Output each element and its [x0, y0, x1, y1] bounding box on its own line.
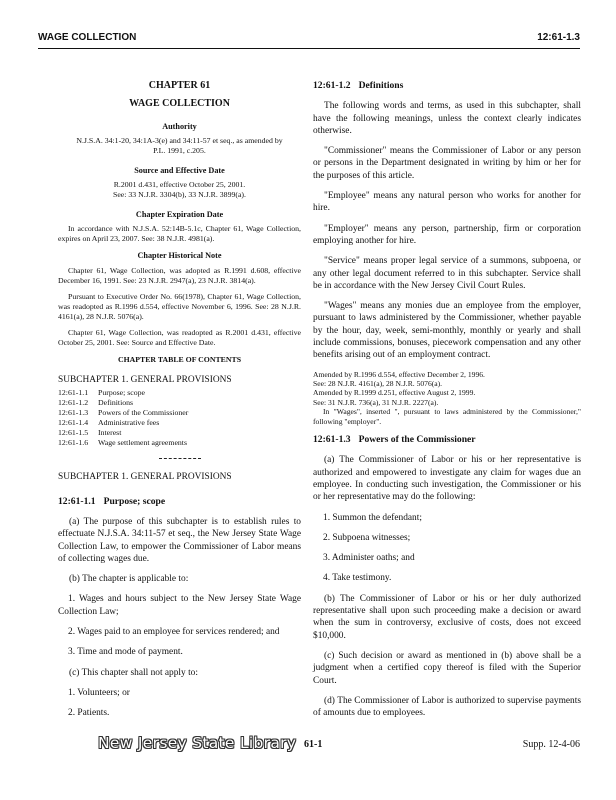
left-column — [58, 80, 301, 728]
section-1-1-c1: 1. Volunteers; or — [68, 687, 130, 698]
section-1-1-b2: 2. Wages paid to an employee for services rendered; and — [68, 627, 280, 638]
amendment-line: See: 28 N.J.R. 4161(a), 28 N.J.R. 5076(a). — [313, 379, 443, 389]
section-1-1-c: (c) This chapter shall not apply to: — [69, 667, 198, 678]
toc-entry: 12:61-1.5 Interest — [58, 428, 122, 438]
history-note-3: Chapter 61, Wage Collection, was readopted as R.2001 d.431, effective October 25, 2001. See: Source and Effective Date. — [58, 327, 301, 347]
section-1-1-b: (b) The chapter is applicable to: — [69, 574, 189, 585]
definition-wages: "Wages" means any monies due an employee from the employer, pursuant to laws administered by the Commissioner, whether payable by the hour, day, week, semi-monthly, monthly or yearly and shall include commissions, bonuses, piecework compensation and any other benefits arising out of an employment contract. — [313, 301, 581, 361]
section-1-3-heading: 12:61-1.3 Powers of the Commissioner — [313, 434, 476, 446]
definition-employee: "Employee" means any natural person who works for another for hire. — [313, 191, 581, 214]
section-1-3-a1: 1. Summon the defendant; — [323, 512, 422, 523]
section-1-3-a4: 4. Take testimony. — [323, 573, 392, 584]
definitions-intro: The following words and terms, as used in this subchapter, shall have the following meanings, unless the context clearly indicates otherwise. — [313, 101, 581, 136]
section-1-1-c2: 2. Patients. — [68, 708, 110, 719]
section-1-3-a: (a) The Commissioner of Labor or his or her representative is authorized and empowered to investigate any claim for wages due an employee. In conducting such investigation, the Commissioner or his or her representative may do the following: — [313, 455, 581, 503]
section-1-3-a2: 2. Subpoena witnesses; — [323, 532, 411, 543]
subchapter-heading: SUBCHAPTER 1. GENERAL PROVISIONS — [58, 472, 232, 483]
toc-entry: 12:61-1.1 Purpose; scope — [58, 388, 145, 398]
right-column — [313, 80, 581, 727]
page-number: 61-1 — [304, 739, 323, 750]
authority-heading: Authority — [162, 121, 197, 131]
source-line-1: R.2001 d.431, effective October 25, 2001. — [113, 180, 246, 190]
history-heading: Chapter Historical Note — [137, 251, 222, 261]
page-footer — [38, 734, 580, 759]
section-1-3-c: (c) Such decision or award as mentioned in (b) above shall be a judgment when a certified copy thereof is filed with the Superior Court. — [313, 650, 581, 686]
toc-entry: 12:61-1.4 Administrative fees — [58, 418, 160, 428]
history-note-1: Chapter 61, Wage Collection, was adopted as R.1991 d.608, effective December 16, 1991. See: 23 N.J.R. 2947(a), 23 N.J.R. 3814(a). — [58, 265, 301, 285]
section-1-1-b1: 1. Wages and hours subject to the New Jersey State Wage Collection Law; — [58, 594, 301, 617]
history-note-2: Pursuant to Executive Order No. 66(1978), Chapter 61, Wage Collection, was readopted as R.1996 d.554, effective November 6, 1996. See: 28 N.J.R. 4161(a), 28 N.J.R. 5076(a). — [58, 291, 301, 321]
toc-entry: 12:61-1.6 Wage settlement agreements — [58, 438, 187, 448]
amendment-line: In "Wages", inserted ", pursuant to laws administered by the Commissioner," following "employer". — [313, 407, 581, 426]
amendment-line: Amended by R.1999 d.251, effective August 2, 1999. — [313, 388, 476, 398]
toc-entry: 12:61-1.3 Powers of the Commissioner — [58, 408, 189, 418]
supplement-date: Supp. 12-4-06 — [522, 739, 580, 750]
section-1-3-a3: 3. Administer oaths; and — [323, 553, 415, 564]
header-section: 12:61-1.3 — [537, 32, 580, 43]
amendment-line: See: 31 N.J.R. 736(a), 31 N.J.R. 2227(a). — [313, 397, 439, 407]
library-watermark-logo: New Jersey State Library — [98, 734, 297, 752]
running-header — [38, 32, 580, 46]
section-1-3-b: (b) The Commissioner of Labor or his or her duly authorized representative shall upon such proceeding make a decision or award when the sum in controversy, exclusive of costs, does not exceed $10,000. — [313, 593, 581, 641]
section-separator — [159, 458, 201, 459]
section-1-1-heading: 12:61-1.1 Purpose; scope — [58, 495, 166, 507]
source-heading: Source and Effective Date — [134, 165, 225, 175]
section-1-3-d: (d) The Commissioner of Labor is authorized to supervise payments of amounts due to employees. — [313, 695, 581, 719]
expiration-text: In accordance with N.J.S.A. 52:14B-5.1c, Chapter 61, Wage Collection, expires on April 23, 2007. See: 38 N.J.R. 4981(a). — [58, 224, 301, 244]
definition-commissioner: "Commissioner" means the Commissioner of Labor or any person or persons in the Department designated in writing by him or her for the purposes of this article. — [313, 146, 581, 181]
section-1-1-a: (a) The purpose of this subchapter is to establish rules to effectuate N.J.S.A. 34:11-57 et seq., the New Jersey State Wage Collection Law, to empower the Commissioner of Labor means of collecting wages due. — [58, 516, 301, 564]
header-title: WAGE COLLECTION — [38, 32, 137, 43]
header-rule — [38, 48, 580, 49]
expiration-heading: Chapter Expiration Date — [135, 210, 224, 220]
section-1-1-b3: 3. Time and mode of payment. — [68, 647, 183, 658]
authority-text: N.J.S.A. 34:1-20, 34:1A-3(e) and 34:11-57 et seq., as amended by P.L. 1991, c.205. — [76, 135, 283, 155]
definition-service: "Service" means proper legal service of a summons, subpoena, or any other legal document referred to in this subchapter. Service shall be in accordance with the New Jersey Civil Court Rules. — [313, 256, 581, 291]
chapter-title: WAGE COLLECTION — [129, 98, 230, 110]
toc-subchapter: SUBCHAPTER 1. GENERAL PROVISIONS — [58, 375, 232, 386]
definition-employer: "Employer" means any person, partnership, firm or corporation employing another for hire. — [313, 223, 581, 246]
toc-heading: CHAPTER TABLE OF CONTENTS — [117, 354, 242, 364]
section-1-2-heading: 12:61-1.2 Definitions — [313, 80, 404, 91]
chapter-number: CHAPTER 61 — [148, 80, 211, 91]
amendment-line: Amended by R.1996 d.554, effective December 2, 1996. — [313, 369, 485, 379]
toc-list — [58, 388, 301, 448]
source-line-2: See: 33 N.J.R. 3304(b), 33 N.J.R. 3899(a). — [113, 190, 246, 200]
toc-entry: 12:61-1.2 Definitions — [58, 398, 134, 408]
amendment-notes — [313, 370, 581, 426]
